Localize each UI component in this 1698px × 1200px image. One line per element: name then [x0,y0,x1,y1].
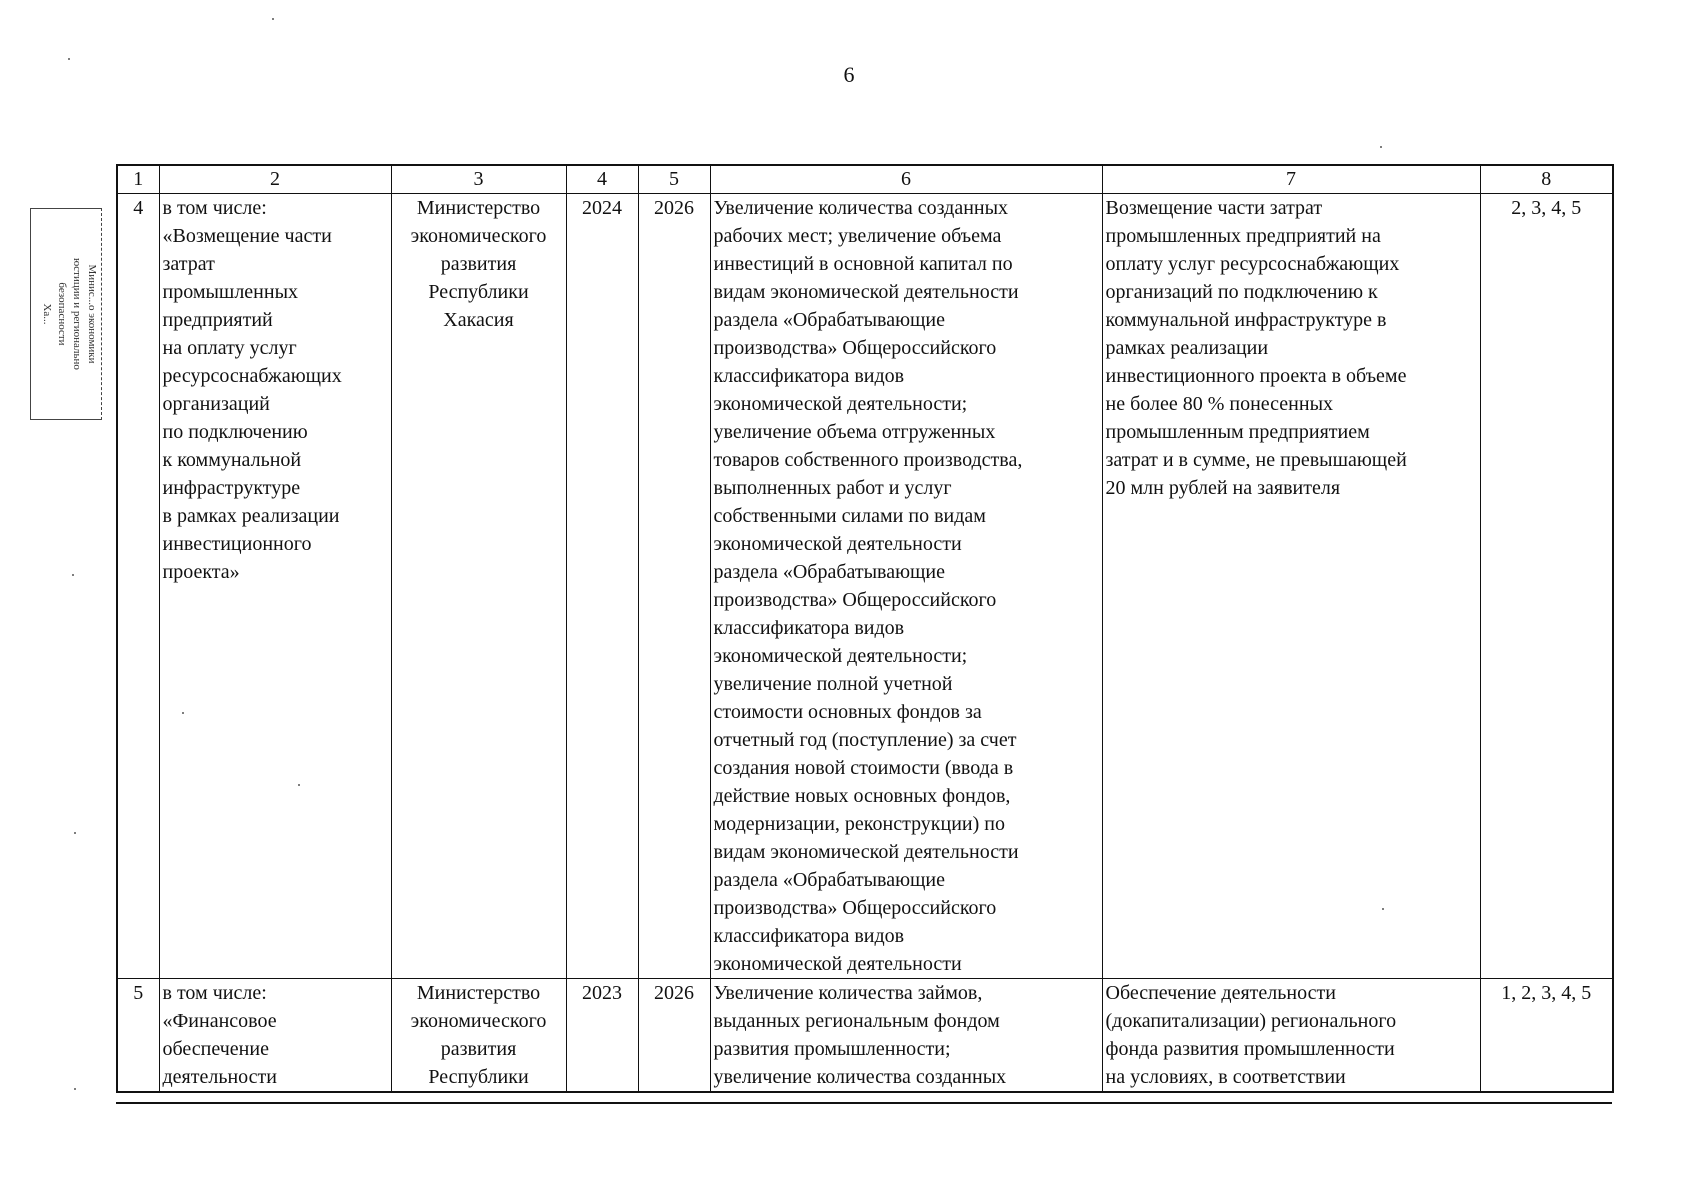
cell-line: видам экономической деятельности [713,281,1019,303]
cell-line: раздела «Обрабатывающие [713,561,946,583]
cell-line: фонда развития промышленности [1105,1038,1395,1060]
measure-description [1102,979,1480,1093]
expected-results [710,979,1102,1093]
end-year: 2026 [638,979,710,1093]
cell-line: Хакасия [443,309,514,331]
cell-line: экономической деятельности; [713,645,968,667]
page-number: 6 [843,62,855,87]
scan-speck [68,58,70,60]
column-header: 5 [638,165,710,194]
cell-line: рамках реализации [1105,337,1269,359]
cell-line: промышленным предприятием [1105,421,1370,443]
column-header: 1 [117,165,159,194]
cell-line: раздела «Обрабатывающие [713,869,946,891]
cell-line: производства» Общероссийского [713,589,997,611]
cell-line: видам экономической деятельности [713,841,1019,863]
measures-table [116,164,1614,1093]
cell-line: 20 млн рублей на заявителя [1105,477,1341,499]
row-number: 4 [117,194,159,979]
cell-line: инвестиционного [162,533,312,555]
expected-results [710,194,1102,979]
cell-line: экономической деятельности [713,533,962,555]
table-row [117,979,1613,1093]
cell-line: промышленных [162,281,299,303]
scan-speck [74,832,76,834]
table-row [117,194,1613,979]
cell-line: развития [440,1038,517,1060]
cell-line: на условиях, в соответствии [1105,1066,1346,1088]
cell-line: товаров собственного производства, [713,449,1023,471]
cell-line: увеличение объема отгруженных [713,421,996,443]
column-header: 7 [1102,165,1480,194]
cell-line: развития [440,253,517,275]
stamp-line: Ха... [41,303,53,325]
end-year: 2026 [638,194,710,979]
cell-line: Министерство [416,197,541,219]
cell-line: развития промышленности; [713,1038,951,1060]
measure-name [159,194,391,979]
cell-line: ресурсоснабжающих [162,365,342,387]
cell-line: предприятий [162,309,273,331]
cell-line: коммунальной инфраструктуре в [1105,309,1387,331]
start-year: 2023 [566,979,638,1093]
cell-line: действие новых основных фондов, [713,785,1011,807]
cell-line: выданных региональным фондом [713,1010,1000,1032]
cell-line: Республики [428,281,529,303]
registration-stamp [30,208,102,420]
cell-line: Министерство [416,982,541,1004]
cell-line: экономического [410,1010,547,1032]
column-number-row [117,165,1613,194]
cell-line: Увеличение количества займов, [713,982,983,1004]
cell-line: собственными силами по видам [713,505,986,527]
cell-line: инвестиций в основной капитал по [713,253,1013,275]
cell-line: инвестиционного проекта в объеме [1105,365,1407,387]
start-year: 2024 [566,194,638,979]
linked-indicators: 2, 3, 4, 5 [1480,194,1613,979]
column-header: 2 [159,165,391,194]
responsible-organization [391,979,566,1093]
scan-speck [72,574,74,576]
cell-line: экономической деятельности; [713,393,968,415]
column-header: 6 [710,165,1102,194]
cell-line: обеспечение [162,1038,269,1060]
responsible-organization [391,194,566,979]
scan-speck [1380,146,1382,148]
cell-line: проекта» [162,561,240,583]
cell-line: выполненных работ и услуг [713,477,952,499]
linked-indicators: 1, 2, 3, 4, 5 [1480,979,1613,1093]
cell-line: в рамках реализации [162,505,340,527]
measure-description [1102,194,1480,979]
page-margin [116,1104,1612,1200]
row-number: 5 [117,979,159,1093]
cell-line: Республики [428,1066,529,1088]
cell-line: производства» Общероссийского [713,897,997,919]
cell-line: классификатора видов [713,925,905,947]
measure-name [159,979,391,1093]
cell-line: затрат [162,253,215,275]
cell-line: по подключению [162,421,308,443]
table-bottom-border [116,1102,1612,1104]
cell-line: классификатора видов [713,617,905,639]
cell-line: к коммунальной [162,449,302,471]
cell-line: производства» Общероссийского [713,337,997,359]
column-header: 8 [1480,165,1613,194]
stamp-text [33,211,99,417]
scan-speck [272,18,274,20]
cell-line: создания новой стоимости (ввода в [713,757,1014,779]
cell-line: Увеличение количества созданных [713,197,1009,219]
stamp-line: безопасности [56,282,68,346]
cell-line: инфраструктуре [162,477,301,499]
cell-line: классификатора видов [713,365,905,387]
cell-line: отчетный год (поступление) за счет [713,729,1017,751]
cell-line: в том числе: [162,982,267,1004]
cell-line: не более 80 % понесенных [1105,393,1334,415]
cell-line: стоимости основных фондов за [713,701,982,723]
column-header: 4 [566,165,638,194]
cell-line: модернизации, реконструкции) по [713,813,1005,835]
cell-line: увеличение количества созданных [713,1066,1007,1088]
cell-line: в том числе: [162,197,267,219]
scan-speck [74,1088,76,1090]
cell-line: рабочих мест; увеличение объема [713,225,1002,247]
cell-line: организаций по подключению к [1105,281,1378,303]
stamp-line: юстиции и регионально [71,258,83,370]
cell-line: экономического [410,225,547,247]
cell-line: промышленных предприятий на [1105,225,1381,247]
stamp-line: Минис...о экономики [86,264,98,364]
cell-line: увеличение полной учетной [713,673,953,695]
cell-line: «Финансовое [162,1010,277,1032]
cell-line: на оплату услуг [162,337,297,359]
cell-line: экономической деятельности [713,953,962,975]
cell-line: Возмещение части затрат [1105,197,1323,219]
cell-line: раздела «Обрабатывающие [713,309,946,331]
cell-line: (докапитализации) регионального [1105,1010,1397,1032]
cell-line: затрат и в сумме, не превышающей [1105,449,1407,471]
cell-line: организаций [162,393,270,415]
column-header: 3 [391,165,566,194]
cell-line: «Возмещение части [162,225,332,247]
cell-line: оплату услуг ресурсоснабжающих [1105,253,1400,275]
cell-line: Обеспечение деятельности [1105,982,1336,1004]
cell-line: деятельности [162,1066,277,1088]
